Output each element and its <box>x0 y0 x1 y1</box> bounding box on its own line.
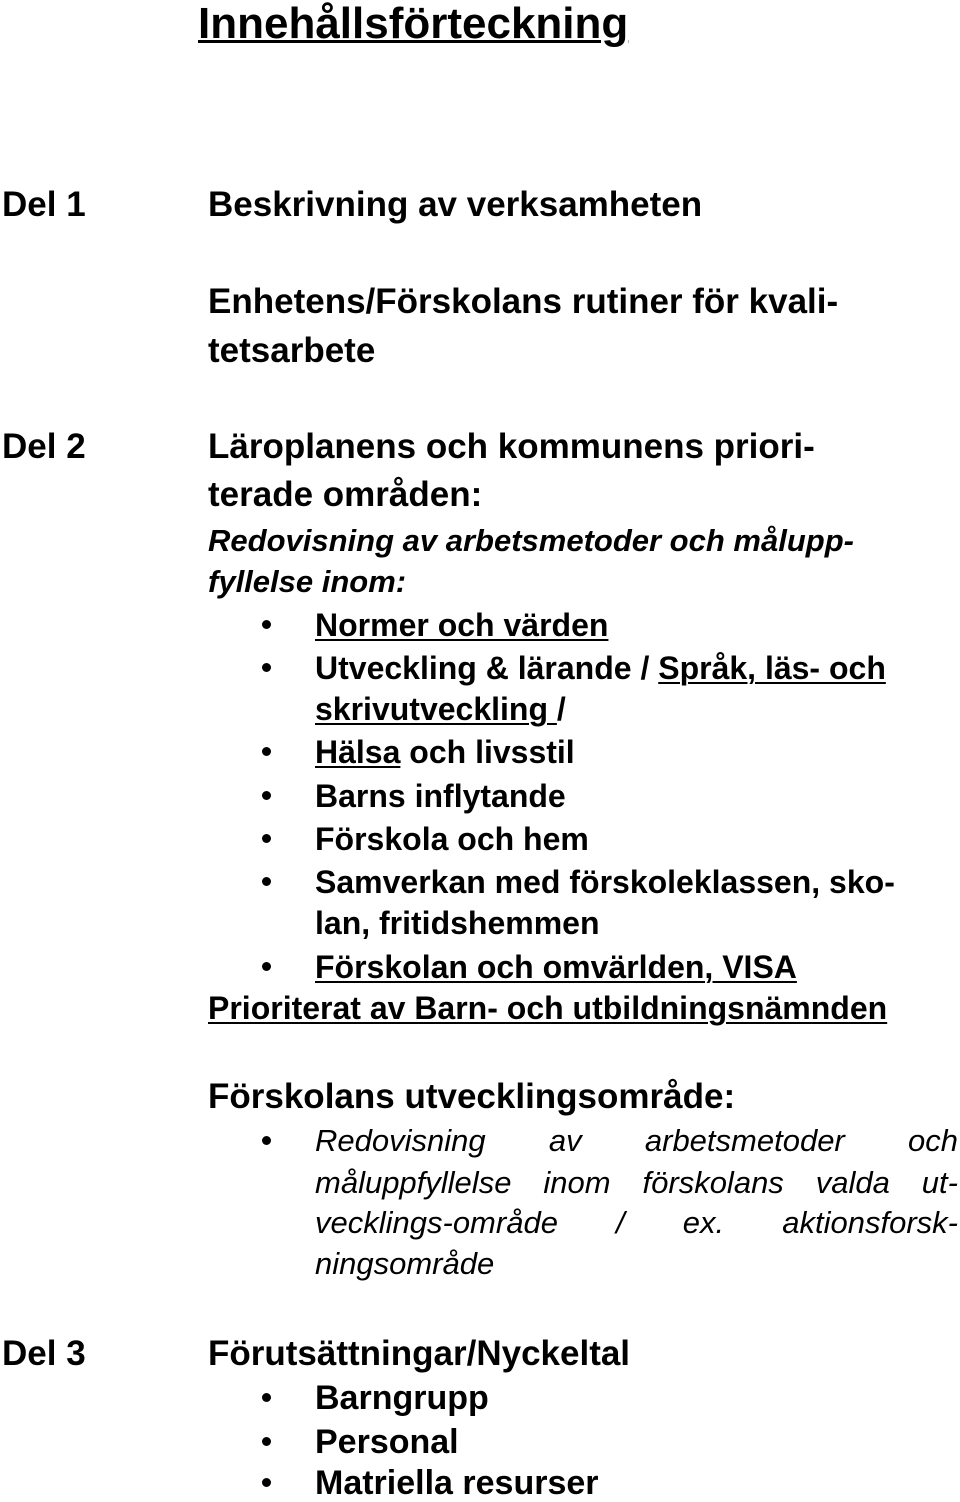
bullet-icon <box>262 877 271 886</box>
dev-line: Redovisning av arbetsmetoder och <box>315 1123 958 1158</box>
del3-label: Del 3 <box>2 1334 86 1373</box>
dev-line: ningsområde <box>315 1246 495 1281</box>
del2-label: Del 2 <box>2 427 86 466</box>
list-item-text: / <box>556 691 566 727</box>
bullet-icon <box>262 747 271 756</box>
bullet-icon <box>262 1437 271 1446</box>
del1-label: Del 1 <box>2 185 86 224</box>
bullet-icon <box>262 1478 271 1487</box>
list-item: Personal <box>315 1423 459 1461</box>
del2-intro-line2: fyllelse inom: <box>208 564 407 599</box>
bullet-icon <box>262 834 271 843</box>
list-item <box>315 736 575 768</box>
bullet-icon <box>262 663 271 672</box>
list-item: Förskola och hem <box>315 821 589 857</box>
list-item: Matriella resurser <box>315 1464 599 1502</box>
list-item: Barns inflytande <box>315 778 566 814</box>
del1-heading: Beskrivning av verksamheten <box>208 185 703 224</box>
del2-heading-line1: Läroplanens och kommunens priori- <box>208 427 815 466</box>
list-item-text: Utveckling & lärande / <box>315 650 659 686</box>
list-item-text: och livsstil <box>400 734 575 770</box>
list-item-text-underlined: Hälsa <box>315 734 401 770</box>
bullet-icon <box>262 1136 271 1145</box>
list-item: Samverkan med förskoleklassen, sko- <box>315 864 895 900</box>
list-item: Förskolan och omvärlden, VISA <box>315 949 797 985</box>
dev-line: vecklings-område / ex. aktionsforsk- <box>315 1205 958 1240</box>
list-item: Barngrupp <box>315 1379 489 1417</box>
list-item-continuation <box>315 693 566 725</box>
del2-intro-line1: Redovisning av arbetsmetoder och målupp- <box>208 523 854 558</box>
list-item-text-underlined: Språk, läs- och <box>658 650 886 686</box>
del2-heading-line2: terade områden: <box>208 475 483 514</box>
list-item: Normer och värden <box>315 607 609 643</box>
list-item-text-underlined: skrivutveckling <box>315 691 557 727</box>
bullet-icon <box>262 791 271 800</box>
bullet-icon <box>262 1393 271 1402</box>
bullet-icon <box>262 620 271 629</box>
bullet-icon <box>262 962 271 971</box>
dev-line: måluppfyllelse inom förskolans valda ut- <box>315 1165 958 1200</box>
dev-heading: Förskolans utvecklingsområde: <box>208 1077 736 1116</box>
del3-heading: Förutsättningar/Nyckeltal <box>208 1334 631 1373</box>
list-item <box>315 652 886 684</box>
del1-sub-line1: Enhetens/Förskolans rutiner för kvali- <box>208 282 839 321</box>
page-title: Innehållsförteckning <box>198 0 629 48</box>
list-item-continuation: lan, fritidshemmen <box>315 905 600 941</box>
prioritized-note: Prioriterat av Barn- och utbildningsnämnden <box>208 990 888 1026</box>
del1-sub-line2: tetsarbete <box>208 331 376 370</box>
